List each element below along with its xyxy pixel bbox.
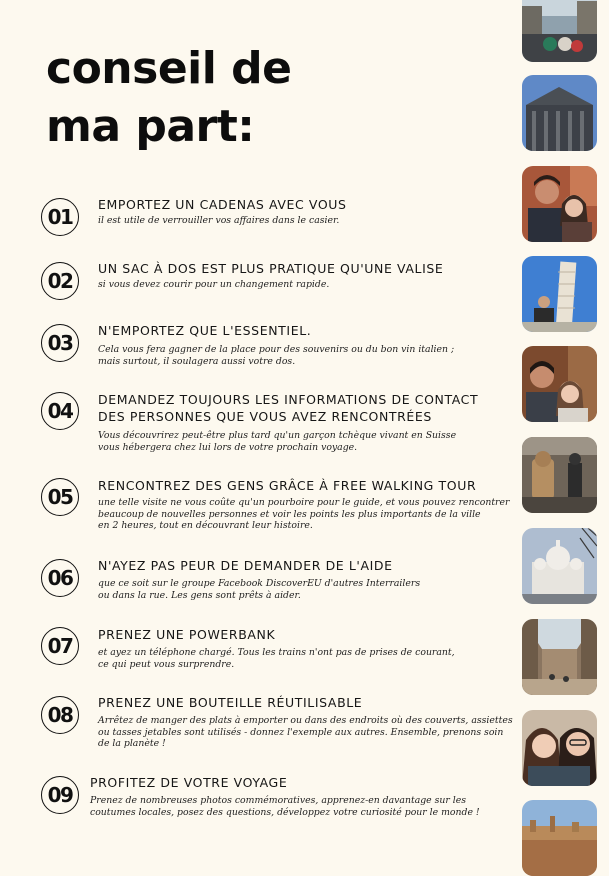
market-street-photo: [522, 0, 597, 62]
city-panorama-photo: [522, 800, 597, 876]
tip-heading: RENCONTREZ DES GENS GRÂCE À FREE WALKING TOUR: [98, 478, 477, 493]
tip-heading: DEMANDEZ TOUJOURS LES INFORMATIONS DE CONTACT DES PERSONNES QUE VOUS AVEZ RENCONTRÉES: [98, 392, 479, 424]
tip-description: que ce soit sur le groupe Facebook DiscoverEU d'autres Interrailers ou dans la rue. Les gens sont prêts à aider.: [98, 578, 421, 601]
tip-heading: PRENEZ UNE POWERBANK: [98, 627, 276, 642]
museum-statues-photo: [522, 437, 597, 513]
sacre-coeur-photo: [522, 528, 597, 604]
page-title: [46, 40, 292, 156]
tip-number-badge: 01: [41, 198, 79, 236]
tip-description: Cela vous fera gagner de la place pour des souvenirs ou du bon vin italien ; mais surtout, il soulagera aussi votre dos.: [98, 344, 455, 367]
tip-description: Prenez de nombreuses photos commémoratives, apprenez-en davantage sur les coutumes locales, posez des questions, développez votre curiosité pour le monde !: [90, 795, 480, 818]
tip-number-badge: 02: [41, 262, 79, 300]
tip-heading: EMPORTEZ UN CADENAS AVEC VOUS: [98, 197, 347, 212]
tip-heading: PROFITEZ DE VOTRE VOYAGE: [90, 775, 288, 790]
tip-number-badge: 09: [41, 776, 79, 814]
friends-selfie-photo: [522, 710, 597, 786]
tip-description: Vous découvrirez peut-être plus tard qu'un garçon tchèque vivant en Suisse vous hébergera chez lui lors de votre prochain voyage.: [98, 430, 457, 453]
tip-number-badge: 08: [41, 696, 79, 734]
tip-number-badge: 05: [41, 478, 79, 516]
tip-heading: PRENEZ UNE BOUTEILLE RÉUTILISABLE: [98, 695, 363, 710]
tip-description: Arrêtez de manger des plats à emporter ou dans des endroits où des couverts, assiettes ou tasses jetables sont utilisés - donnez l'exemple aux autres. Ensemble, prenons soin de la planète !: [98, 715, 513, 749]
tip-description: et ayez un téléphone chargé. Tous les trains n'ont pas de prises de courant, ce qui peut vous surprendre.: [98, 647, 455, 670]
tip-heading: N'AYEZ PAS PEUR DE DEMANDER DE L'AIDE: [98, 558, 393, 573]
tip-number-badge: 04: [41, 392, 79, 430]
pisa-tower-photo: [522, 256, 597, 332]
tip-description: si vous devez courir pour un changement rapide.: [98, 279, 330, 290]
couple-selfie-photo: [522, 166, 597, 242]
tip-number-badge: 06: [41, 559, 79, 597]
title-line-1: conseil de: [46, 43, 292, 94]
title-line-2: ma part:: [46, 101, 255, 152]
gallery-arcade-photo: [522, 619, 597, 695]
tip-number-badge: 03: [41, 324, 79, 362]
tip-heading: UN SAC À DOS EST PLUS PRATIQUE QU'UNE VALISE: [98, 261, 444, 276]
tip-description: il est utile de verrouiller vos affaires dans le casier.: [98, 215, 340, 226]
couple-selfie-2-photo: [522, 346, 597, 422]
tip-number-badge: 07: [41, 627, 79, 665]
tip-heading: N'EMPORTEZ QUE L'ESSENTIEL.: [98, 323, 312, 338]
tip-description: une telle visite ne vous coûte qu'un pourboire pour le guide, et vous pouvez rencontrer beaucoup de nouvelles personnes et voir les points les plus importants de la ville en 2 heures, tout en découvrant leur histoire.: [98, 497, 510, 531]
pantheon-photo: [522, 75, 597, 151]
